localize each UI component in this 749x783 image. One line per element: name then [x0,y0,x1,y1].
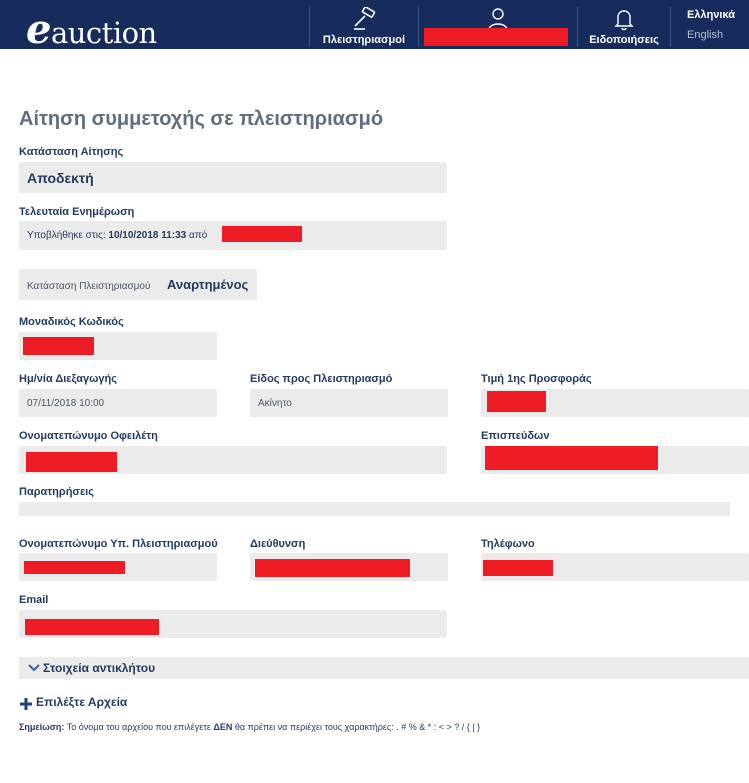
representative-accordion-label: Στοιχεία αντικλήτου [43,661,156,675]
email-label: Email [19,594,49,606]
redacted-first-offer [487,391,546,412]
nav-separator [670,7,671,47]
item-type-value: Ακίνητο [258,398,292,409]
application-status-value: Αποδεκτή [27,170,94,186]
auction-status-value: Αναρτημένος [167,277,249,292]
first-offer-label: Τιμή 1ης Προσφοράς [481,373,592,385]
redacted-unique-code [23,337,94,355]
redacted-email [25,619,159,635]
pursuer-label: Επισπεύδων [481,430,550,442]
plus-icon [19,697,33,711]
auction-date-value: 07/11/2018 10:00 [27,398,105,409]
gavel-icon [351,7,377,31]
nav-auctions[interactable]: Πλειστηριασμοί [310,0,418,49]
item-type-label: Είδος προς Πλειστηριασμό [250,373,393,385]
last-update-label: Τελευταία Ενημέρωση [19,206,135,218]
phone-label: Τηλέφωνο [481,538,535,550]
redacted-official-name [24,561,125,574]
eauction-logo[interactable]: eauction [26,6,157,53]
redacted-debtor [26,452,117,472]
official-name-label: Ονοματεπώνυμο Υπ. Πλειστηριασμού [19,538,218,550]
last-update-value: Υποβλήθηκε στις: 10/10/2018 11:33 από [27,230,208,241]
debtor-label: Ονοματεπώνυμο Οφειλέτη [19,430,158,442]
representative-accordion[interactable] [19,657,749,679]
nav-notifications[interactable]: Ειδοποιήσεις [578,0,670,49]
page-title: Αίτηση συμμετοχής σε πλειστηριασμό [19,108,384,130]
bell-icon [611,7,637,31]
chevron-down-icon [27,661,41,675]
address-label: Διεύθυνση [250,538,306,550]
remarks-field [19,502,730,516]
file-name-note: Σημείωση: Το όνομα του αρχείου που επιλέγετε ΔΕΝ θα πρέπει να περιέχει τους χαρακτήρες: . # % & * : < > ? / { | } [19,722,481,732]
redacted-submitter [222,226,302,242]
redacted-address [255,559,410,577]
auction-date-label: Ημ/νία Διεξαγωγής [19,373,117,385]
auction-status-label: Κατάσταση Πλειστηριασμού [27,281,151,292]
lang-english[interactable]: English [687,29,724,41]
application-status-label: Κατάσταση Αίτησης [19,146,124,158]
redacted-username [424,28,568,46]
redacted-phone [483,560,553,576]
unique-code-label: Μοναδικός Κωδικός [19,316,124,328]
redacted-pursuer [485,446,658,470]
choose-files-label: Επιλέξτε Αρχεία [36,695,128,709]
lang-greek[interactable]: Ελληνικά [687,9,735,21]
top-navbar [0,0,749,53]
remarks-label: Παρατηρήσεις [19,486,94,498]
